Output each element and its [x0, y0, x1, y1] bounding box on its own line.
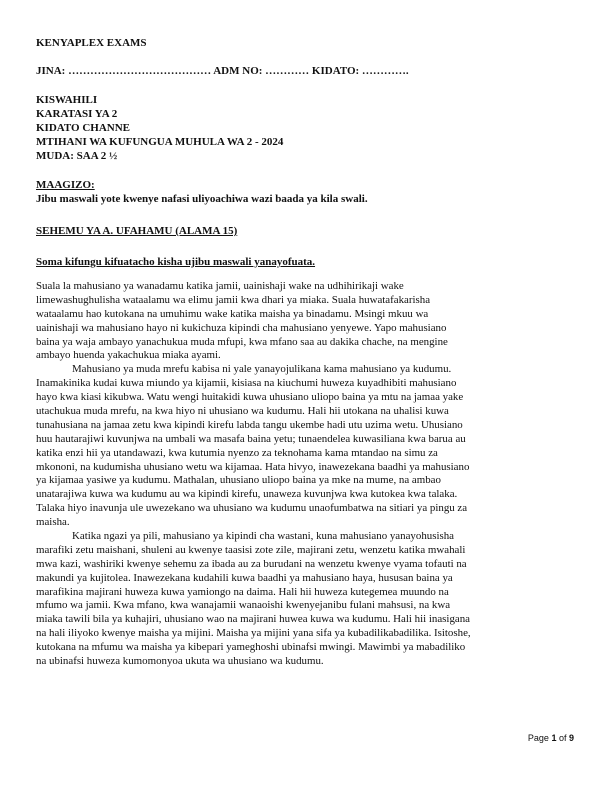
- subject-title: KISWAHILI: [36, 94, 98, 106]
- page-total: 9: [568, 733, 574, 743]
- publisher-name: KENYAPLEX EXAMS: [36, 37, 147, 49]
- page-middle: of: [556, 733, 569, 743]
- passage-line: mwa kazi, washiriki kwenye sehemu za ibada au za burudani na wenzetu kwenye vyama tofauti na: [36, 557, 467, 570]
- instructions-title: MAAGIZO:: [36, 179, 95, 191]
- passage-line: makundi ya kujitolea. Inawezekana kudahili kuwa baadhi ya mahusiano haya, hususan baina ya: [36, 571, 453, 584]
- passage-line: Suala la mahusiano ya wanadamu katika jamii, uainishaji wake na udhihirikaji wake: [36, 280, 404, 292]
- passage-line: maisha.: [36, 516, 70, 529]
- exam-title: MTIHANI WA KUFUNGUA MUHULA WA 2 - 2024: [36, 136, 284, 148]
- passage-line: marafikina majirani huweza kuwa yamiongo na daima. Hali hii huweza kutegemea muundo na: [36, 585, 449, 598]
- passage-line: unatarajiwa kuwa wa kudumu au wa kipindi kirefu, unaweza kuvunjwa kwa kutokea kwa talaka.: [36, 488, 458, 501]
- passage-line: uainishaji wa mahusiano hayo ni kukichuza kipindi cha mahusiano yenyewe. Yapo mahusiano: [36, 321, 447, 334]
- passage-line: kutokana na mfumu wa maisha ya kibepari yameghoshi ubinafsi mwingi. Mawimbi ya mabadiliko: [36, 641, 466, 654]
- exam-duration: MUDA: SAA 2 ½: [36, 150, 118, 162]
- passage-line: hayo kwa kiasi kikubwa. Watu wengi huitakidi kuwa uhusiano uliopo baina ya mtu na jamaa yake: [36, 391, 464, 404]
- passage-line: limewashughulisha wataalamu wa elimu jamii kwa dhari ya miaka. Suala huwatafakarisha: [36, 293, 431, 306]
- student-info-fields: JINA: ………………………………… ADM NO: ………… KIDATO: ………….: [36, 65, 409, 77]
- passage-line: utachukua muda mrefu, na kwa hiyo ni uhusiano wa kudumu. Hali hii utokana na uhalisi kuwa: [36, 405, 449, 418]
- form-level: KIDATO CHANNE: [36, 122, 131, 134]
- page-prefix: Page: [527, 733, 552, 743]
- passage-line: miaka tawili bila ya kuhajiri, uhusiano wao na majirani huwea kuwa wa kudumu. Hali hii inasigana: [36, 613, 470, 626]
- passage-line: ya kijamaa yasiwe ya kudumu. Mathalan, uhusiano uliopo baina ya mke na mume, na ambao: [36, 474, 441, 487]
- passage-line: Katika ngazi ya pili, mahusiano ya kipindi cha wastani, kuna mahusiano yanayohusisha: [72, 530, 454, 543]
- passage-line: Mahusiano ya muda mrefu kabisa ni yale yanayojulikana kama mahusiano ya kudumu.: [72, 363, 452, 376]
- passage-line: wataalamu hao kutokana na umuhimu wake katika maisha ya binadamu. Msingi mkuu wa: [36, 307, 429, 320]
- passage-line: mfumo wa jamii. Kwa mfano, kwa wanajamii wanaoishi kwenyejanibu fulani mahsusi, na kwa: [36, 599, 451, 612]
- passage-line: Inamakinika kudai kuwa miundo ya kijamii, kisiasa na kiuchumi huweza kuyadhibiti mahusiano: [36, 377, 457, 390]
- instructions-text: Jibu maswali yote kwenye nafasi uliyoachiwa wazi baada ya kila swali.: [36, 193, 368, 205]
- passage-line: ambayo huenda yakachukua miaka ayami.: [36, 349, 221, 362]
- passage-prompt: Soma kifungu kifuatacho kisha ujibu maswali yanayofuata.: [36, 256, 316, 268]
- passage-line: Talaka hiyo inavunja ule uwezekano wa uhusiano wa kudumu unaofumbatwa na sitiari ya pingu za: [36, 502, 468, 515]
- page-current: 1: [551, 733, 557, 743]
- passage-line: na ubinafsi huweza kumomonyoa ukuta wa uhusiano wa kudumu.: [36, 655, 324, 668]
- passage-line: na hali iliyoko kwenye maisha ya mijini. Maisha ya mijini yana sifa ya kubadilikabadilika. Isitoshe,: [36, 627, 471, 640]
- passage-line: mkononi, na kudumisha uhusiano wetu wa kijamaa. Hata hivyo, inawezekana baadhi ya mahusiano: [36, 460, 470, 473]
- paper-number: KARATASI YA 2: [36, 108, 118, 120]
- passage-line: marafiki zetu maishani, shuleni au kwenye taasisi zote zile, majirani zetu, wenzetu katika mwahali: [36, 543, 466, 556]
- passage-line: katika enzi hii ya utandawazi, kwa kutumia nyenzo za teknohama kama mtandao na simu za: [36, 446, 438, 459]
- page-number: [528, 733, 574, 743]
- passage-line: baina ya waja ambayo yanachukua muda mfupi, kwa mfano saa au dakika chache, na mengine: [36, 335, 448, 348]
- passage-line: huu hautarajiwi kuvunjwa na umbali wa masafa baina yetu; tunaendelea kuwasiliana kwa barua au: [36, 432, 466, 445]
- passage-line: tunahusiana na jamaa zetu kwa kipindi kirefu labda tangu ukembe hadi utu uzima wetu. Uhusiano: [36, 418, 463, 431]
- comprehension-passage: [36, 280, 576, 669]
- section-title: SEHEMU YA A. UFAHAMU (ALAMA 15): [36, 225, 238, 237]
